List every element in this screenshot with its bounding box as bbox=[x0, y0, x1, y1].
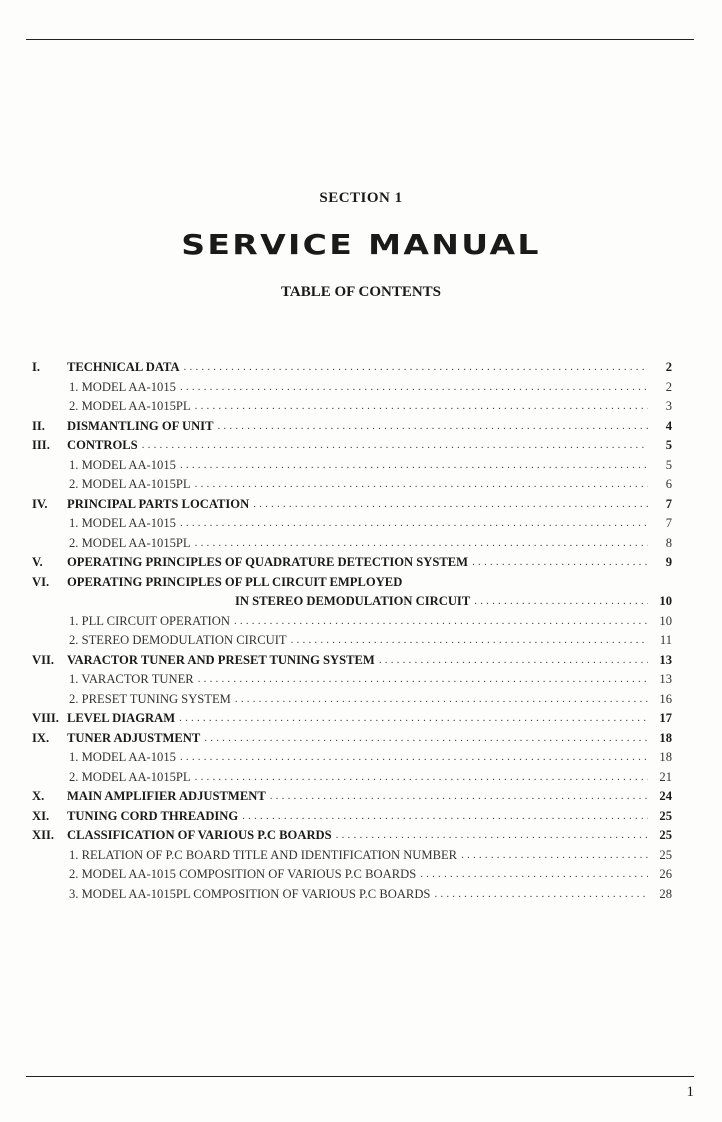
toc-entry-title: CLASSIFICATION OF VARIOUS P.C BOARDS bbox=[67, 828, 332, 842]
toc-entry-page: 25 bbox=[659, 828, 672, 842]
toc-entry-number: V. bbox=[32, 555, 43, 569]
toc-heading: TABLE OF CONTENTS bbox=[280, 284, 442, 300]
toc-subentry bbox=[32, 690, 672, 710]
toc-entry-title: 1. MODEL AA-1015 bbox=[69, 750, 176, 764]
dot-leader bbox=[420, 865, 648, 885]
dot-leader bbox=[195, 475, 648, 495]
toc-entry-title: 1. MODEL AA-1015 bbox=[69, 516, 176, 530]
toc-subentry bbox=[32, 768, 672, 788]
dot-leader bbox=[184, 358, 648, 378]
toc-entry-title: TECHNICAL DATA bbox=[67, 360, 180, 374]
dot-leader bbox=[379, 651, 648, 671]
toc-entry-page: 4 bbox=[665, 418, 672, 433]
toc-entry-page: 9 bbox=[665, 555, 672, 569]
dot-leader bbox=[474, 592, 648, 612]
toc-entry-title: TUNING CORD THREADING bbox=[67, 808, 239, 823]
page-title: SERVICE MANUAL bbox=[181, 228, 541, 261]
toc-entry-title: VARACTOR TUNER AND PRESET TUNING SYSTEM bbox=[67, 652, 375, 667]
toc-entry-page: 13 bbox=[659, 652, 672, 667]
toc-entry bbox=[32, 573, 672, 593]
toc-subentry bbox=[32, 748, 672, 768]
toc-entry-page: 24 bbox=[659, 789, 672, 803]
page-number: 1 bbox=[686, 1084, 694, 1100]
dot-leader bbox=[253, 495, 648, 515]
toc-entry bbox=[32, 787, 672, 807]
toc-subentry bbox=[32, 456, 672, 476]
toc-entry bbox=[32, 436, 672, 456]
toc-subentry bbox=[32, 475, 672, 495]
toc-entry-number: II. bbox=[32, 418, 45, 433]
bottom-rule bbox=[26, 1076, 694, 1077]
toc-entry-number: VII. bbox=[32, 652, 55, 667]
toc-entry-page: 18 bbox=[659, 730, 672, 745]
toc-entry-title: 2. MODEL AA-1015PL bbox=[69, 769, 191, 784]
toc-entry bbox=[32, 592, 672, 612]
toc-entry-title: 3. MODEL AA-1015PL COMPOSITION OF VARIOUS P.C BOARDS bbox=[69, 886, 431, 901]
toc-entry-page: 25 bbox=[659, 808, 672, 823]
toc-entry-title: 2. MODEL AA-1015PL bbox=[69, 535, 191, 550]
toc-entry-page: 6 bbox=[665, 477, 672, 491]
toc-subentry bbox=[32, 397, 672, 417]
dot-leader bbox=[461, 846, 648, 866]
toc-entry-page: 17 bbox=[659, 711, 672, 725]
toc-entry bbox=[32, 826, 672, 846]
toc-entry-number: IV. bbox=[32, 496, 48, 511]
toc-entry bbox=[32, 807, 672, 827]
dot-leader bbox=[270, 787, 648, 807]
dot-leader bbox=[235, 690, 648, 710]
toc-entry-title: 2. PRESET TUNING SYSTEM bbox=[69, 691, 231, 706]
dot-leader bbox=[434, 885, 648, 905]
toc-entry bbox=[32, 729, 672, 749]
dot-leader bbox=[195, 397, 648, 417]
toc-entry-number: III. bbox=[32, 438, 50, 452]
table-of-contents bbox=[32, 358, 672, 904]
toc-entry-title: OPERATING PRINCIPLES OF QUADRATURE DETECTION SYSTEM bbox=[67, 555, 469, 569]
toc-entry-title: 2. MODEL AA-1015 COMPOSITION OF VARIOUS P.C BOARDS bbox=[69, 867, 417, 881]
toc-entry-number: VIII. bbox=[32, 711, 59, 725]
toc-entry-page: 28 bbox=[659, 886, 672, 901]
toc-entry-title: TUNER ADJUSTMENT bbox=[67, 730, 201, 745]
toc-entry-title: 2. MODEL AA-1015PL bbox=[69, 399, 191, 413]
toc-entry-number: X. bbox=[32, 789, 45, 803]
toc-entry-page: 25 bbox=[659, 847, 672, 862]
toc-entry-page: 2 bbox=[665, 379, 672, 394]
toc-entry-number: XI. bbox=[32, 808, 50, 823]
dot-leader bbox=[198, 670, 648, 690]
toc-entry-number: XII. bbox=[32, 828, 55, 842]
dot-leader bbox=[242, 807, 648, 827]
toc-entry-page: 16 bbox=[659, 691, 672, 706]
toc-entry-title: MAIN AMPLIFIER ADJUSTMENT bbox=[67, 789, 266, 803]
toc-entry-page: 7 bbox=[665, 496, 672, 511]
toc-entry-page: 26 bbox=[659, 867, 672, 881]
toc-entry-title: IN STEREO DEMODULATION CIRCUIT bbox=[235, 594, 471, 608]
toc-entry bbox=[32, 417, 672, 437]
toc-entry bbox=[32, 358, 672, 378]
toc-entry bbox=[32, 709, 672, 729]
toc-entry-number: IX. bbox=[32, 730, 50, 745]
toc-entry-title: 1. MODEL AA-1015 bbox=[69, 457, 176, 472]
toc-entry-page bbox=[406, 573, 430, 593]
dot-leader bbox=[180, 378, 648, 398]
toc-entry-page: 13 bbox=[659, 672, 672, 686]
toc-entry-title: 1. MODEL AA-1015 bbox=[69, 379, 176, 394]
toc-entry-page: 7 bbox=[665, 516, 672, 530]
toc-entry-title: 2. STEREO DEMODULATION CIRCUIT bbox=[69, 633, 287, 647]
dot-leader bbox=[180, 514, 648, 534]
toc-entry-page: 3 bbox=[665, 399, 672, 413]
toc-entry-page: 18 bbox=[659, 750, 672, 764]
toc-subentry bbox=[32, 631, 672, 651]
dot-leader bbox=[472, 553, 648, 573]
toc-entry-title: 1. RELATION OF P.C BOARD TITLE AND IDENTIFICATION NUMBER bbox=[69, 847, 458, 862]
toc-subentry bbox=[32, 612, 672, 632]
toc-entry bbox=[32, 651, 672, 671]
toc-entry-title: LEVEL DIAGRAM bbox=[67, 711, 176, 725]
toc-entry-page: 2 bbox=[665, 360, 672, 374]
top-rule bbox=[26, 39, 694, 40]
toc-subentry bbox=[32, 670, 672, 690]
toc-subentry bbox=[32, 885, 672, 905]
toc-entry-number: I. bbox=[32, 360, 41, 374]
dot-leader bbox=[204, 729, 648, 749]
toc-entry-page: 8 bbox=[665, 535, 672, 550]
toc-subentry bbox=[32, 514, 672, 534]
toc-entry-page: 21 bbox=[659, 769, 672, 784]
toc-entry-page: 5 bbox=[665, 457, 672, 472]
dot-leader bbox=[142, 436, 648, 456]
dot-leader bbox=[217, 417, 648, 437]
toc-entry-page: 11 bbox=[659, 633, 672, 647]
toc-entry-title: 1. PLL CIRCUIT OPERATION bbox=[69, 613, 230, 628]
toc-entry-title: 2. MODEL AA-1015PL bbox=[69, 477, 191, 491]
dot-leader bbox=[180, 748, 648, 768]
toc-entry-title: PRINCIPAL PARTS LOCATION bbox=[67, 496, 250, 511]
toc-entry-title: OPERATING PRINCIPLES OF PLL CIRCUIT EMPLOYED bbox=[67, 574, 403, 589]
toc-entry-title: CONTROLS bbox=[67, 438, 138, 452]
dot-leader bbox=[234, 612, 648, 632]
dot-leader bbox=[195, 768, 648, 788]
dot-leader bbox=[179, 709, 648, 729]
toc-entry-page: 10 bbox=[659, 613, 672, 628]
section-label: SECTION 1 bbox=[319, 190, 403, 206]
toc-entry bbox=[32, 553, 672, 573]
toc-subentry bbox=[32, 378, 672, 398]
dot-leader bbox=[336, 826, 648, 846]
toc-subentry bbox=[32, 534, 672, 554]
toc-entry-page: 10 bbox=[659, 594, 672, 608]
toc-entry bbox=[32, 495, 672, 515]
dot-leader bbox=[291, 631, 648, 651]
dot-leader bbox=[195, 534, 648, 554]
toc-entry-title: 1. VARACTOR TUNER bbox=[69, 672, 194, 686]
toc-subentry bbox=[32, 846, 672, 866]
toc-entry-page: 5 bbox=[665, 438, 672, 452]
toc-subentry bbox=[32, 865, 672, 885]
dot-leader bbox=[180, 456, 648, 476]
toc-entry-title: DISMANTLING OF UNIT bbox=[67, 418, 214, 433]
toc-entry-number: VI. bbox=[32, 574, 50, 589]
